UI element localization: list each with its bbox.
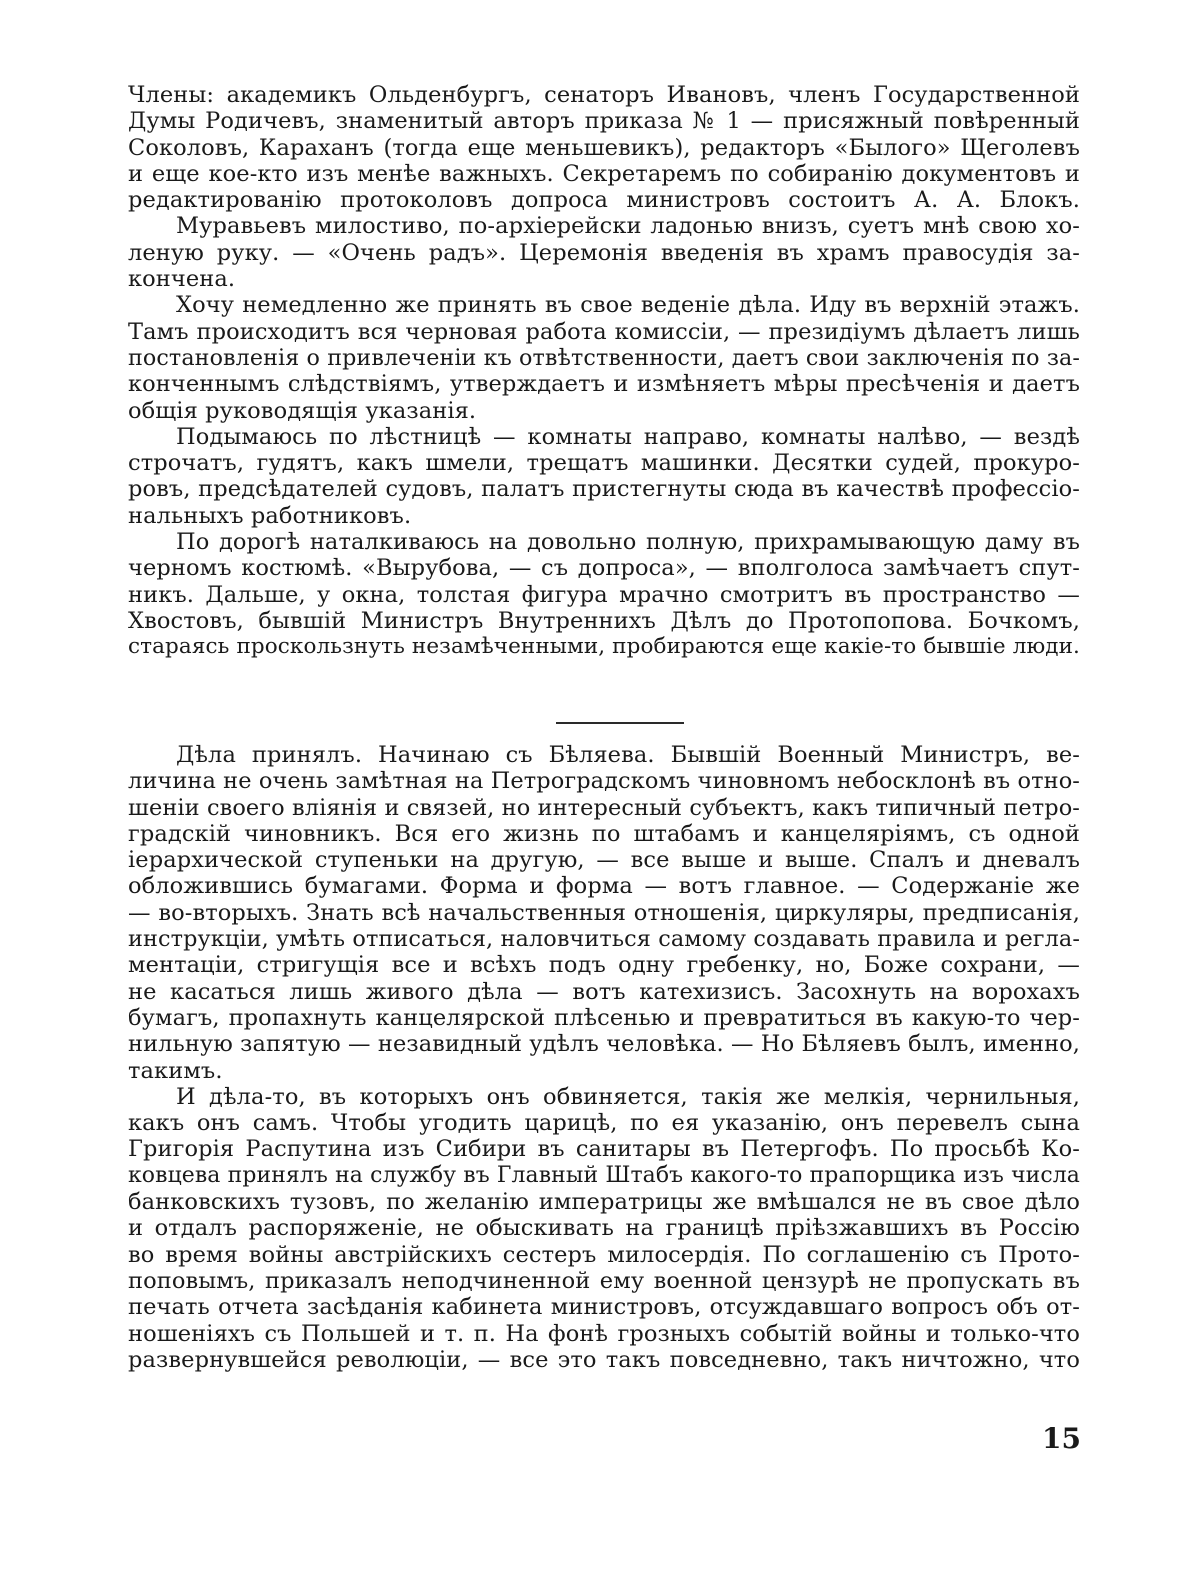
text-line: какъ онъ самъ. Чтобы угодить царицѣ, по ея указанію, онъ перевелъ сына — [128, 1110, 1080, 1137]
paragraph — [128, 529, 1080, 660]
text-line: Григорія Распутина изъ Сибири въ санитары въ Петергофъ. По просьбѣ Ко- — [128, 1136, 1080, 1163]
text-line: Хвостовъ, бывшій Министръ Внутреннихъ Дѣлъ до Протопопова. Бочкомъ, — [128, 607, 1080, 634]
text-line: во время войны австрійскихъ сестеръ милосердія. По соглашенію съ Прото- — [128, 1241, 1080, 1268]
text-line: іерархической ступеньки на другую, — все выше и выше. Спалъ и дневалъ — [128, 847, 1080, 874]
text-line: личина не очень замѣтная на Петроградскомъ чиновномъ небосклонѣ въ отно- — [128, 768, 1080, 795]
text-line: конченнымъ слѣдствіямъ, утверждаетъ и измѣняетъ мѣры пресѣченія и даетъ — [128, 371, 1080, 398]
text-line: ровъ, предсѣдателей судовъ, палатъ пристегнуты сюда въ качествѣ профессіо- — [128, 476, 1080, 503]
text-line: бумагъ, пропахнуть канцелярской плѣсенью и превратиться въ какую-то чер- — [128, 1004, 1080, 1031]
text-line: инструкціи, умѣть отписаться, наловчиться самому создавать правила и регла- — [128, 926, 1080, 953]
text-line: никъ. Дальше, у окна, толстая фигура мрачно смотритъ въ пространство — — [128, 581, 1080, 608]
text-line: поповымъ, приказалъ неподчиненной ему военной цензурѣ не пропускать въ — [128, 1267, 1080, 1294]
text-line: черномъ костюмѣ. «Вырубова, — съ допроса», — вполголоса замѣчаетъ спут- — [128, 555, 1080, 582]
text-line: постановленія о привлеченіи къ отвѣтственности, даетъ свои заключенія по за- — [128, 344, 1080, 371]
paragraph — [128, 82, 1080, 213]
text-line: нальныхъ работниковъ. — [128, 502, 412, 529]
text-line: — во-вторыхъ. Знать всѣ начальственныя отношенія, циркуляры, предписанія, — [128, 899, 1080, 926]
text-line: строчатъ, гудятъ, какъ шмели, трещатъ машинки. Десятки судей, прокуро- — [128, 450, 1080, 477]
text-line: ментаціи, стригущія все и всѣхъ подъ одну гребенку, но, Боже сохрани, — — [128, 952, 1080, 979]
text-line: Соколовъ, Караханъ (тогда еще меньшевикъ), редакторъ «Былого» Щеголевъ — [128, 134, 1080, 161]
text-line: кончена. — [128, 266, 236, 293]
text-line: Муравьевъ милостиво, по-архіерейски ладонью внизъ, суетъ мнѣ свою хо- — [176, 213, 1080, 240]
text-line: Подымаюсь по лѣстницѣ — комнаты направо, комнаты налѣво, — вездѣ — [176, 423, 1080, 450]
section-divider — [556, 722, 684, 724]
text-line: печать отчета засѣданія кабинета министровъ, отсуждавшаго вопросъ объ от- — [128, 1294, 1080, 1321]
text-line: банковскихъ тузовъ, по желанію императрицы же вмѣшался не въ свое дѣло — [128, 1189, 1080, 1216]
text-line: ковцева принялъ на службу въ Главный Штабъ какого-то прапорщика изъ числа — [128, 1162, 1080, 1188]
text-line: развернувшейся революціи, — все это такъ повседневно, такъ ничтожно, что — [128, 1346, 1080, 1373]
text-line: Думы Родичевъ, знаменитый авторъ приказа № 1 — присяжный повѣренный — [128, 108, 1080, 135]
text-line: стараясь проскользнуть незамѣченными, пробираются еще какіе-то бывшіе люди. — [128, 634, 1080, 660]
text-line: шеніи своего вліянія и связей, но интересный субъектъ, какъ типичный петро- — [128, 794, 1080, 821]
text-line: такимъ. — [128, 1057, 223, 1084]
text-line: И дѣла-то, въ которыхъ онъ обвиняется, такія же мелкія, чернильныя, — [176, 1083, 1080, 1110]
text-line: ношеніяхъ съ Польшей и т. п. На фонѣ грозныхъ событій войны и только-что — [128, 1320, 1080, 1347]
text-line: градскій чиновникъ. Вся его жизнь по штабамъ и канцеляріямъ, съ одной — [128, 820, 1080, 847]
text-line: нильную запятую — незавидный удѣлъ человѣка. — Но Бѣляевъ былъ, именно, — [128, 1031, 1080, 1058]
paragraph — [128, 213, 1080, 292]
text-section-2 — [128, 742, 1080, 1373]
text-line: леную руку. — «Очень радъ». Церемонія введенія въ храмъ правосудія за- — [128, 239, 1080, 266]
paragraph — [128, 1084, 1080, 1373]
text-line: и еще кое-кто изъ менѣе важныхъ. Секретаремъ по собиранію документовъ и — [128, 160, 1080, 187]
text-line: Дѣла принялъ. Начинаю съ Бѣляева. Бывшій Военный Министръ, ве- — [176, 742, 1080, 768]
text-line: редактированію протоколовъ допроса министровъ состоитъ А. А. Блокъ. — [128, 187, 1080, 214]
page-number: 15 — [1042, 1422, 1081, 1455]
text-line: По дорогѣ наталкиваюсь на довольно полную, прихрамывающую даму въ — [176, 529, 1080, 556]
paragraph — [128, 424, 1080, 529]
text-line: Хочу немедленно же принять въ свое веденіе дѣла. Иду въ верхній этажъ. — [176, 292, 1080, 319]
paragraph — [128, 742, 1080, 1084]
text-line: не касаться лишь живого дѣла — вотъ катехизисъ. Засохнуть на ворохахъ — [128, 978, 1080, 1005]
paragraph — [128, 292, 1080, 423]
text-section-1 — [128, 82, 1080, 661]
text-line: Тамъ происходитъ вся черновая работа комиссіи, — президіумъ дѣлаетъ лишь — [128, 318, 1080, 345]
text-line: Члены: академикъ Ольденбургъ, сенаторъ Ивановъ, членъ Государственной — [128, 82, 1080, 108]
text-line: общія руководящія указанія. — [128, 397, 477, 424]
text-line: и отдалъ распоряженіе, не обыскивать на границѣ пріѣзжавшихъ въ Россію — [128, 1215, 1080, 1242]
text-line: обложившись бумагами. Форма и форма — вотъ главное. — Содержаніе же — [128, 873, 1080, 900]
